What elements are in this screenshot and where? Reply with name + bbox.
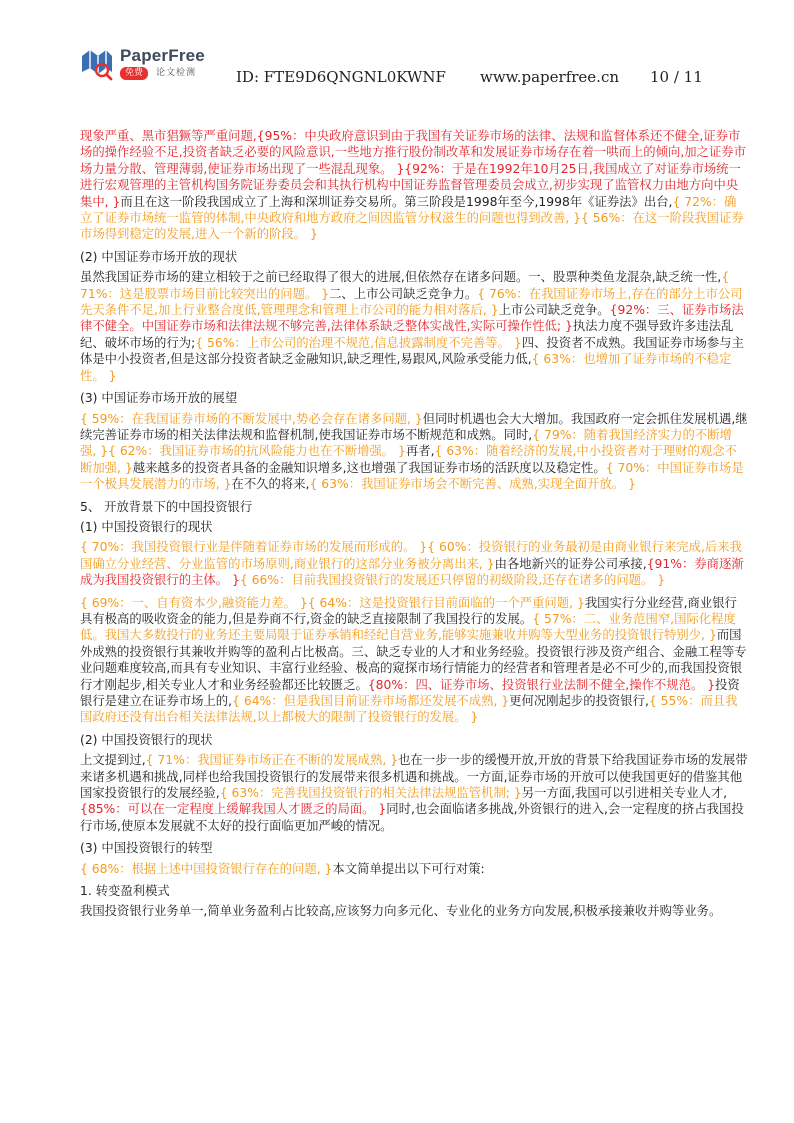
high-match-text: {92%：三、证券市场法律不健全。中国证券市场和法律法规不够完善,法律体系缺乏整体实战性,实际可操作性低; } — [80, 303, 744, 334]
original-text: (2) 中国投资银行的现状 — [80, 732, 213, 747]
site-link[interactable]: www.paperfree.cn — [480, 68, 620, 86]
original-text: 1. 转变盈利模式 — [80, 884, 170, 899]
original-text: 我国投资银行业务单一,简单业务盈利占比较高,应该努力向多元化、专业化的业务方向发展,积极承接兼收并购等业务。 — [80, 904, 722, 919]
body-paragraph — [80, 411, 748, 493]
original-text: (1) 中国投资银行的现状 — [80, 519, 213, 534]
original-text: (2) 中国证券市场开放的现状 — [80, 249, 238, 264]
body-paragraph — [80, 861, 748, 877]
free-badge: 免费 — [120, 67, 148, 80]
partial-match-text: { 63%：也增加了证券市场的不稳定性。 } — [80, 352, 732, 383]
section-heading — [80, 499, 748, 515]
section-heading — [80, 883, 748, 899]
original-text: 上文提到过, — [80, 753, 146, 768]
body-paragraph — [80, 539, 748, 588]
original-text: 二、上市公司缺乏竞争力。 — [329, 286, 478, 301]
partial-match-text: { 68%：根据上述中国投资银行存在的问题, } — [80, 861, 333, 876]
original-text: 而且在这一阶段我国成立了上海和深圳证券交易所。第三阶段是1998年至今,1998年《证券法》出台, — [120, 194, 673, 209]
original-text: (3) 中国投资银行的转型 — [80, 841, 213, 856]
paperfree-logo-icon — [80, 46, 114, 82]
body-paragraph — [80, 595, 748, 726]
brand-name: PaperFree — [120, 46, 205, 65]
original-text: 由各地新兴的证券公司承接, — [494, 556, 647, 571]
original-text: 5、 开放背景下的中国投资银行 — [80, 499, 253, 514]
original-text: 而国外成熟的投资银行其兼收并购等的盈利占比极高。三、缺乏专业的人才和业务经验。投资银行涉及资产组合、金融工程等专业问题难度较高,而具有专业知识、丰富行业经验、极高的窥探市场行情能力的经营者和管理者是必不可少的,而我国投资银行才刚起步,相关专业人才和业务经验都还比较匮乏。 — [80, 628, 747, 692]
document-id: ID: FTE9D6QNGNL0KWNF — [236, 68, 446, 86]
partial-match-text: { 64%：但是我国目前证券市场都还发展不成熟, } — [232, 694, 510, 708]
partial-match-text: { 59%：在我国证券市场的不断发展中,势必会存在诸多问题, } — [80, 411, 423, 426]
partial-match-text: { 55%：而且我国政府还没有出台相关法律法规,以上都极大的限制了投资银行的发展。 } — [80, 694, 738, 725]
page-header — [0, 0, 794, 100]
brand-subtitle: 论文检测 — [156, 68, 197, 78]
original-text: 另一方面,我国可以引进相关专业人才, — [521, 786, 728, 801]
partial-match-text: { 63%：完善我国投资银行的相关法律法规监管机制; } — [219, 786, 522, 801]
original-text: 同时,也会面临诸多挑战,外资银行的进入,会一定程度的挤占我国投行市场,使原本发展就不太好的投行面临更加严峻的情况。 — [80, 802, 744, 833]
original-text: 但同时机遇也会大大增加。我国政府一定会抓住发展机遇,继续完善证券市场的相关法律法规和监督机制,使我国证券市场不断规范和成熟。同时, — [80, 411, 748, 442]
body-paragraph — [80, 128, 748, 243]
partial-match-text: { 56%：上市公司的治理不规范,信息披露制度不完善等。 } — [195, 335, 522, 350]
original-text: 四、投资者不成熟。我国证券市场参与主体是中小投资者,但是这部分投资者缺乏金融知识,缺乏理性,易跟风,风险承受能力低, — [80, 335, 744, 367]
original-text: 本文简单提出以下可行对策: — [332, 861, 485, 876]
section-heading — [80, 249, 748, 265]
body-paragraph — [80, 903, 748, 919]
original-text: 我国实行分业经营,商业银行具有极高的吸收资金的能力,但是券商不行,资金的缺乏直接限制了我国投行的发展。 — [80, 595, 737, 626]
original-text: 再者, — [405, 444, 435, 459]
partial-match-text: { 63%：随着经济的发展,中小投资者对于理财的观念不断加强, } — [80, 444, 737, 475]
partial-match-text: { 70%：我国投资银行业是伴随着证券市场的发展而形成的。 }{ 60%：投资银行的业务最初是由商业银行来完成,后来我国确立分业经营、分业监管的市场原则,商业银行的这部分业务被分离出来, } — [80, 540, 742, 571]
section-heading — [80, 390, 748, 406]
original-text: 越来越多的投资者具备的金融知识增多,这也增强了我国证券市场的活跃度以及稳定性。 — [132, 460, 606, 475]
high-match-text: 现象严重、黑市猖獗等严重问题,{95%：中央政府意识到由于我国有关证券市场的法律、法规和监督体系还不健全,证券市场的操作经验不足,投资者缺乏必要的风险意识,一些地方推行股份制改革和发展证券市场存在着一哄而上的倾向,加之证券市场力量分散、管理薄弱,使证券市场出现了一些混乱现象。 }{92%：于是在1992年10月25日,我国成立了对证券市场统一进行宏观管理的主管机构国务院证券委员会和其执行机构中国证券监督管理委员会成立,初步实现了监管权力由地方向中央集中, } — [80, 129, 746, 209]
paperfree-logo[interactable] — [80, 44, 220, 84]
original-text: (3) 中国证券市场开放的展望 — [80, 391, 238, 406]
partial-match-text: { 63%：我国证券市场会不断完善、成熟,实现全面开放。 } — [309, 477, 636, 492]
original-text: 虽然我国证券市场的建立相较于之前已经取得了很大的进展,但依然存在诸多问题。一、股票种类鱼龙混杂,缺乏统一性, — [80, 270, 722, 285]
original-text: 执法力度不强导致许多违法乱纪、破坏市场的行为; — [80, 319, 734, 350]
partial-match-text: { 71%：我国证券市场正在不断的发展成熟, } — [145, 753, 399, 768]
body-paragraph — [80, 752, 748, 834]
report-body — [80, 128, 748, 926]
section-heading — [80, 840, 748, 856]
partial-match-text: { 66%：目前我国投资银行的发展还只停留的初级阶段,还存在诸多的问题。 } — [239, 573, 666, 588]
partial-match-text: { 69%：一、自有资本少,融资能力差。 }{ 64%：这是投资银行目前面临的一个严重问题, } — [80, 595, 585, 610]
section-heading — [80, 519, 748, 535]
partial-match-text: { 79%：随着我国经济实力的不断增强, }{ 62%：我国证券市场的抗风险能力也在不断增强。 } — [80, 427, 732, 459]
partial-match-text: { 71%：这是股票市场目前比较突出的问题。 } — [80, 270, 730, 301]
original-text: 上市公司缺乏竞争。 — [498, 303, 610, 318]
page-number: 10 / 11 — [650, 68, 703, 86]
original-text: 在不久的将来, — [231, 477, 310, 492]
partial-match-text: { 57%：二、业务范围窄,国际化程度低。我国大多数投行的业务还主要局限于证券承销和经纪自营业务,能够实施兼收并购等大型业务的投资银行特别少, } — [80, 611, 736, 643]
original-text: 投资银行是建立在证券市场上的, — [80, 677, 740, 708]
partial-match-text: { 70%：中国证券市场是一个极具发展潜力的市场, } — [80, 460, 744, 492]
original-text: 更何况刚起步的投资银行, — [509, 694, 649, 708]
high-match-text: {91%：券商逐渐成为我国投资银行的主体。 } — [80, 556, 744, 588]
body-paragraph — [80, 269, 748, 384]
section-heading — [80, 732, 748, 748]
partial-match-text: { 76%：在我国证券市场上,存在的部分上市公司先天条件不足,加上行业整合度低,管理理念和管理上市公司的能力相对落后, } — [80, 286, 743, 318]
high-match-text: {80%：四、证券市场、投资银行业法制不健全,操作不规范。 } — [367, 677, 716, 692]
original-text: 也在一步一步的缓慢开放,开放的背景下给我国证券市场的发展带来诸多机遇和挑战,同样也给我国投资银行的发展带来很多机遇和挑战。一方面,证券市场的开放可以使我国更好的借鉴其他国家投资银行的发展经验, — [80, 753, 748, 801]
high-match-text: {85%：可以在一定程度上缓解我国人才匮乏的局面。 } — [80, 802, 387, 817]
partial-match-text: { 72%：确立了证券市场统一监管的体制,中央政府和地方政府之间因监管分权滋生的问题也得到改善, }{ 56%：在这一阶段我国证券市场得到稳定的发展,进入一个新的阶段。 } — [80, 194, 744, 242]
